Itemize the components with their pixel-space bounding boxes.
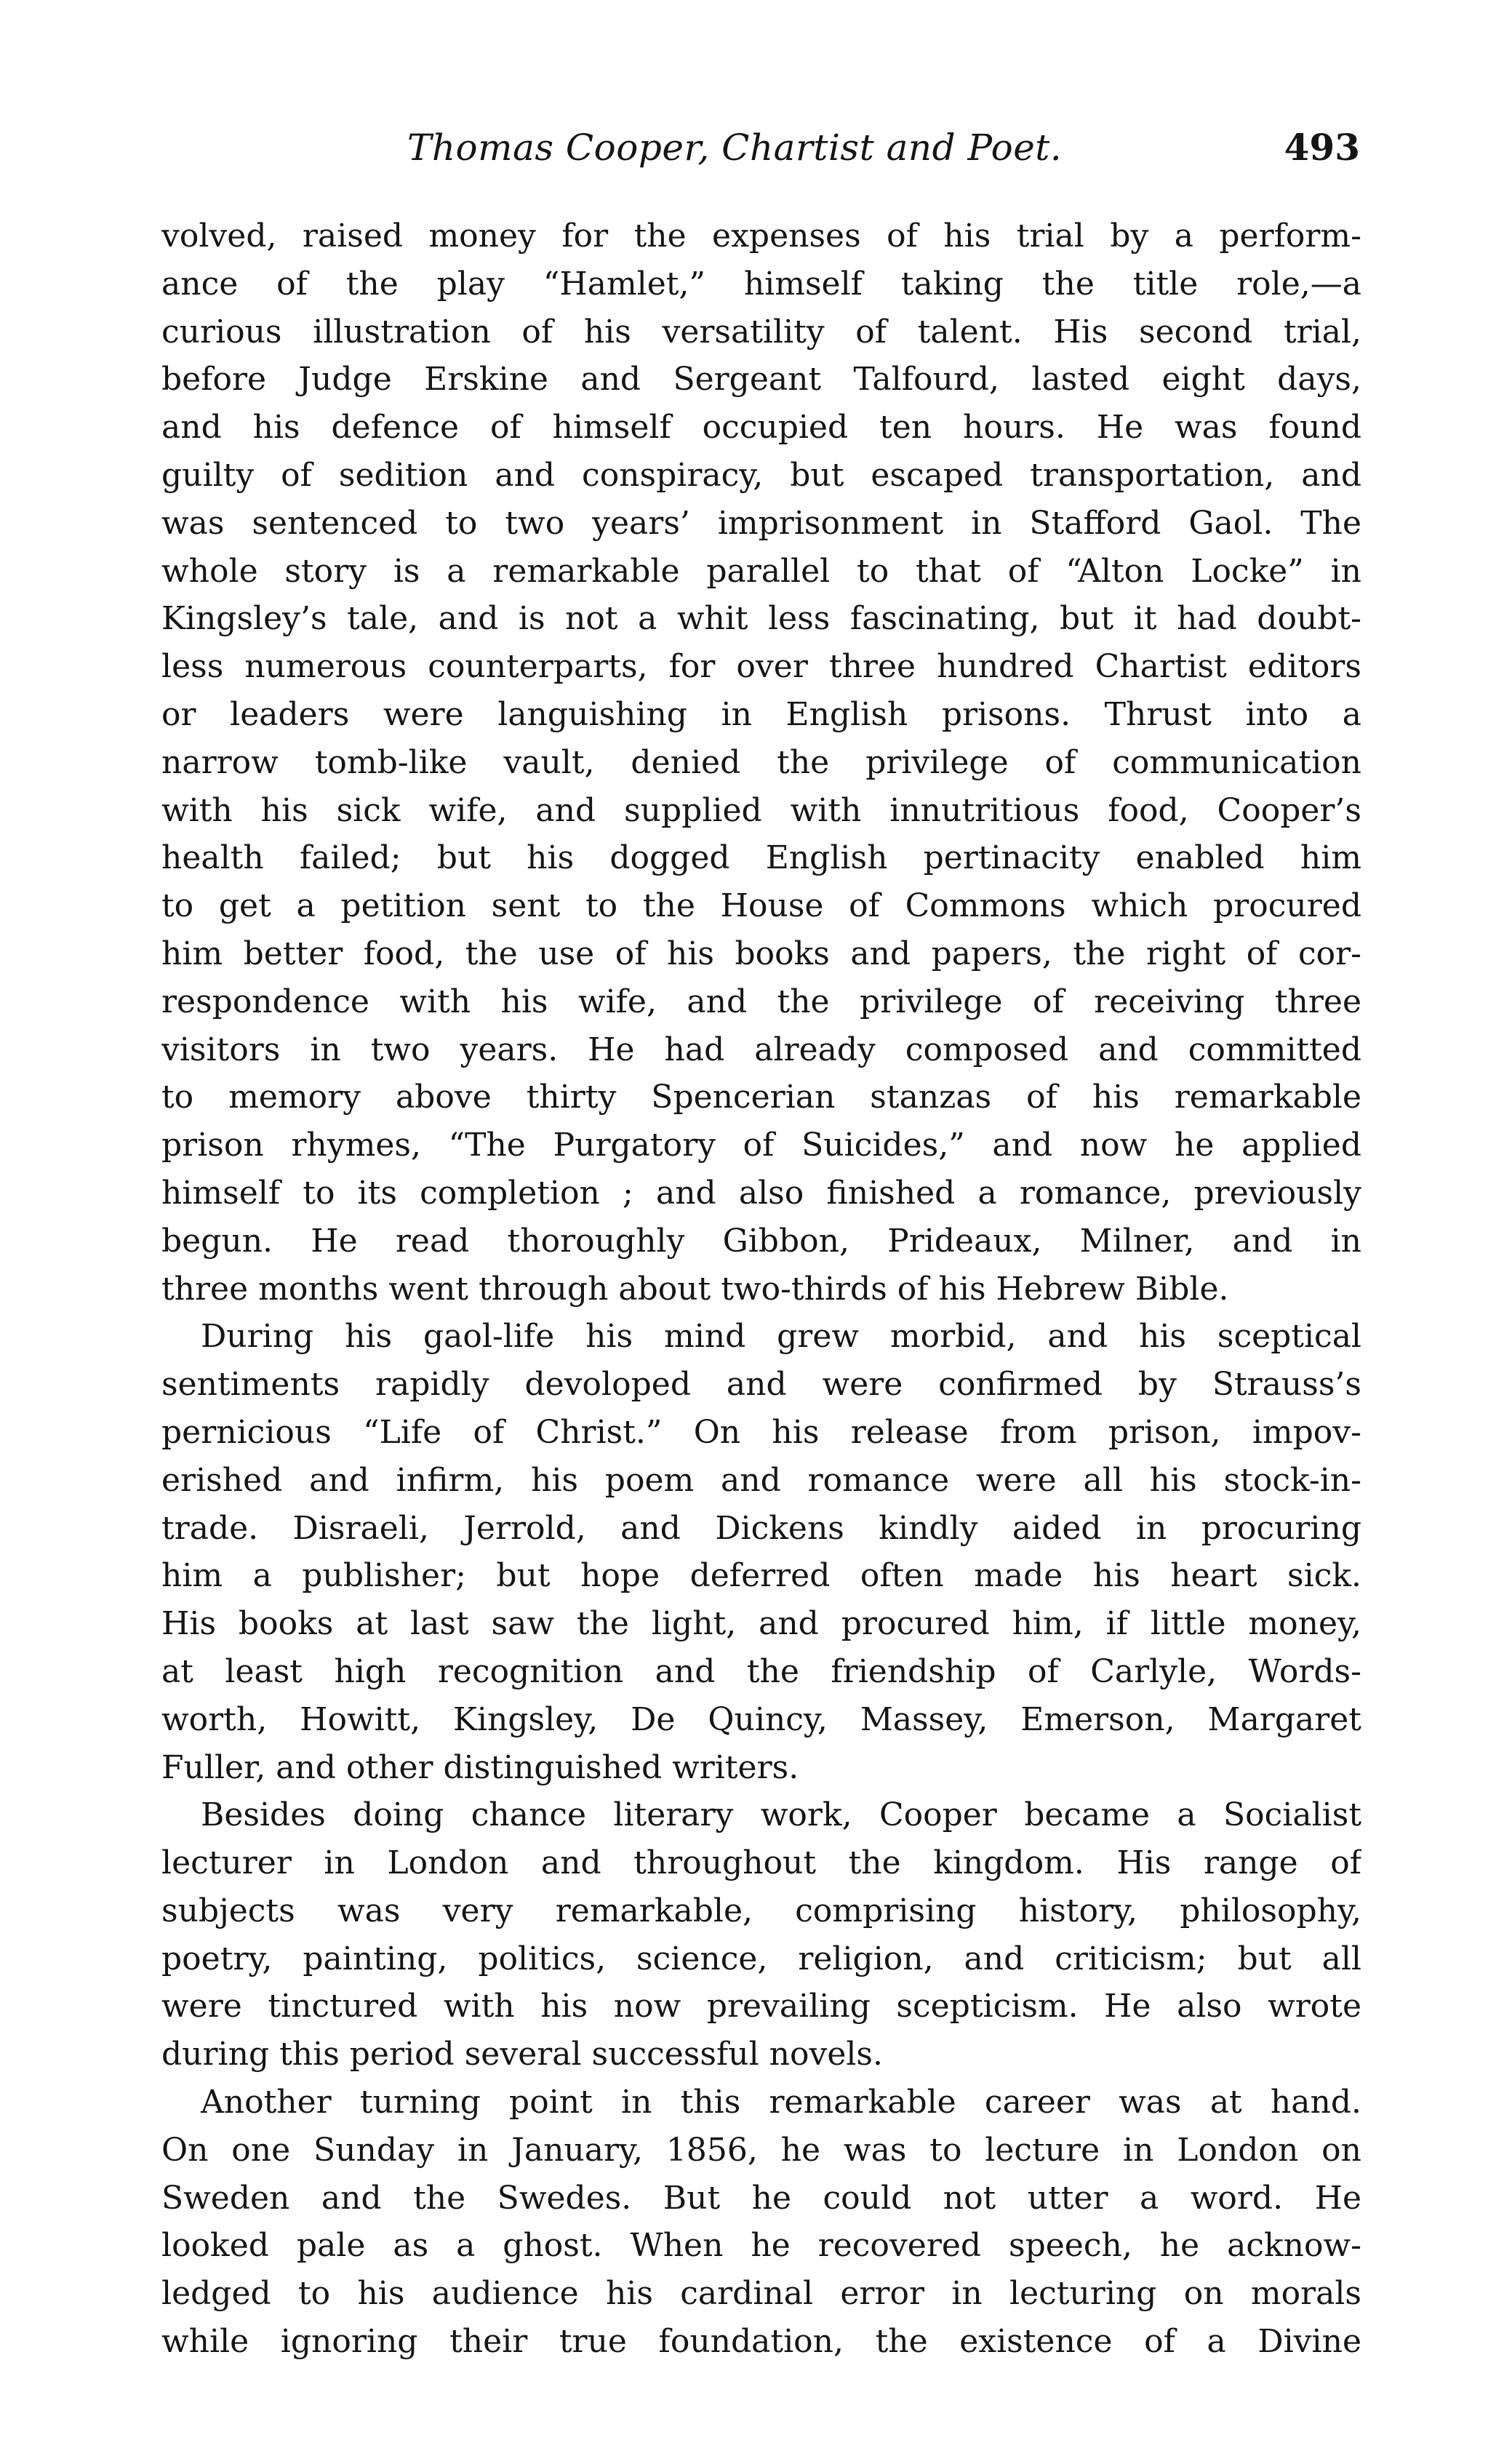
text-line: guilty of sedition and conspiracy, but escaped transportation, and (161, 456, 1361, 494)
text-line: Besides doing chance literary work, Cooper became a Socialist (201, 1796, 1361, 1834)
text-line: was sentenced to two years’ imprisonment in Stafford Gaol. The (161, 504, 1361, 542)
text-line: and his defence of himself occupied ten hours. He was found (161, 409, 1361, 447)
text-line: ance of the play “Hamlet,” himself taking the title role,—a (161, 265, 1361, 303)
text-line: respondence with his wife, and the privilege of receiving three (161, 983, 1361, 1020)
text-line: with his sick wife, and supplied with innutritious food, Cooper’s (161, 791, 1361, 829)
text-line: volved, raised money for the expenses of his trial by a perform- (161, 217, 1361, 255)
text-line: ledged to his audience his cardinal error in lecturing on morals (161, 2275, 1361, 2313)
text-line: during this period several successful novels. (161, 2036, 883, 2073)
text-line: Sweden and the Swedes. But he could not utter a word. He (161, 2179, 1361, 2217)
text-line: him a publisher; but hope deferred often made his heart sick. (161, 1557, 1361, 1595)
text-line: three months went through about two-thirds of his Hebrew Bible. (161, 1270, 1229, 1308)
text-line: subjects was very remarkable, comprising history, philosophy, (161, 1892, 1361, 1929)
text-line: while ignoring their true foundation, the existence of a Divine (161, 2323, 1361, 2361)
text-line: at least high recognition and the friendship of Carlyle, Words- (161, 1652, 1361, 1690)
text-line: curious illustration of his versatility of talent. His second trial, (161, 313, 1361, 351)
text-line: looked pale as a ghost. When he recovered speech, he acknow- (161, 2227, 1361, 2265)
text-line: Fuller, and other distinguished writers. (161, 1748, 799, 1786)
text-line: were tinctured with his now prevailing scepticism. He also wrote (161, 1988, 1361, 2025)
running-head (167, 122, 1360, 180)
text-line: him better food, the use of his books and papers, the right of cor- (161, 935, 1361, 972)
running-title: Thomas Cooper, Chartist and Poet. (407, 127, 1063, 169)
text-line: sentiments rapidly devoloped and were confirmed by Strauss’s (161, 1366, 1361, 1404)
text-line: to get a petition sent to the House of Commons which procured (161, 887, 1361, 925)
text-line: Another turning point in this remarkable career was at hand. (201, 2084, 1361, 2121)
body-text (161, 212, 1361, 2366)
text-line: begun. He read thoroughly Gibbon, Prideaux, Milner, and in (161, 1222, 1361, 1260)
text-line: himself to its completion ; and also finished a romance, previously (161, 1174, 1361, 1212)
text-line: less numerous counterparts, for over three hundred Chartist editors (161, 648, 1361, 686)
text-line: Kingsley’s tale, and is not a whit less fascinating, but it had doubt- (161, 600, 1361, 638)
text-line: worth, Howitt, Kingsley, De Quincy, Massey, Emerson, Margaret (161, 1700, 1361, 1738)
text-line: lecturer in London and throughout the kingdom. His range of (161, 1844, 1361, 1882)
text-line: erished and infirm, his poem and romance were all his stock-in- (161, 1461, 1361, 1499)
text-line: His books at last saw the light, and procured him, if little money, (161, 1605, 1361, 1643)
text-line: prison rhymes, “The Purgatory of Suicides,” and now he applied (161, 1127, 1361, 1164)
text-line: On one Sunday in January, 1856, he was to lecture in London on (161, 2131, 1361, 2169)
page-number: 493 (1284, 126, 1360, 169)
text-line: trade. Disraeli, Jerrold, and Dickens kindly aided in procuring (161, 1509, 1361, 1547)
text-line: pernicious “Life of Christ.” On his release from prison, impov- (161, 1413, 1361, 1451)
text-line: whole story is a remarkable parallel to that of “Alton Locke” in (161, 552, 1361, 590)
text-line: health failed; but his dogged English pertinacity enabled him (161, 839, 1361, 877)
text-line: During his gaol-life his mind grew morbid, and his sceptical (201, 1318, 1361, 1356)
text-line: before Judge Erskine and Sergeant Talfourd, lasted eight days, (161, 361, 1361, 399)
text-line: visitors in two years. He had already composed and committed (161, 1031, 1361, 1068)
text-line: to memory above thirty Spencerian stanzas of his remarkable (161, 1079, 1361, 1116)
text-line: narrow tomb-like vault, denied the privilege of communication (161, 743, 1361, 781)
text-line: poetry, painting, politics, science, religion, and criticism; but all (161, 1940, 1361, 1977)
text-line: or leaders were languishing in English prisons. Thrust into a (161, 695, 1361, 733)
